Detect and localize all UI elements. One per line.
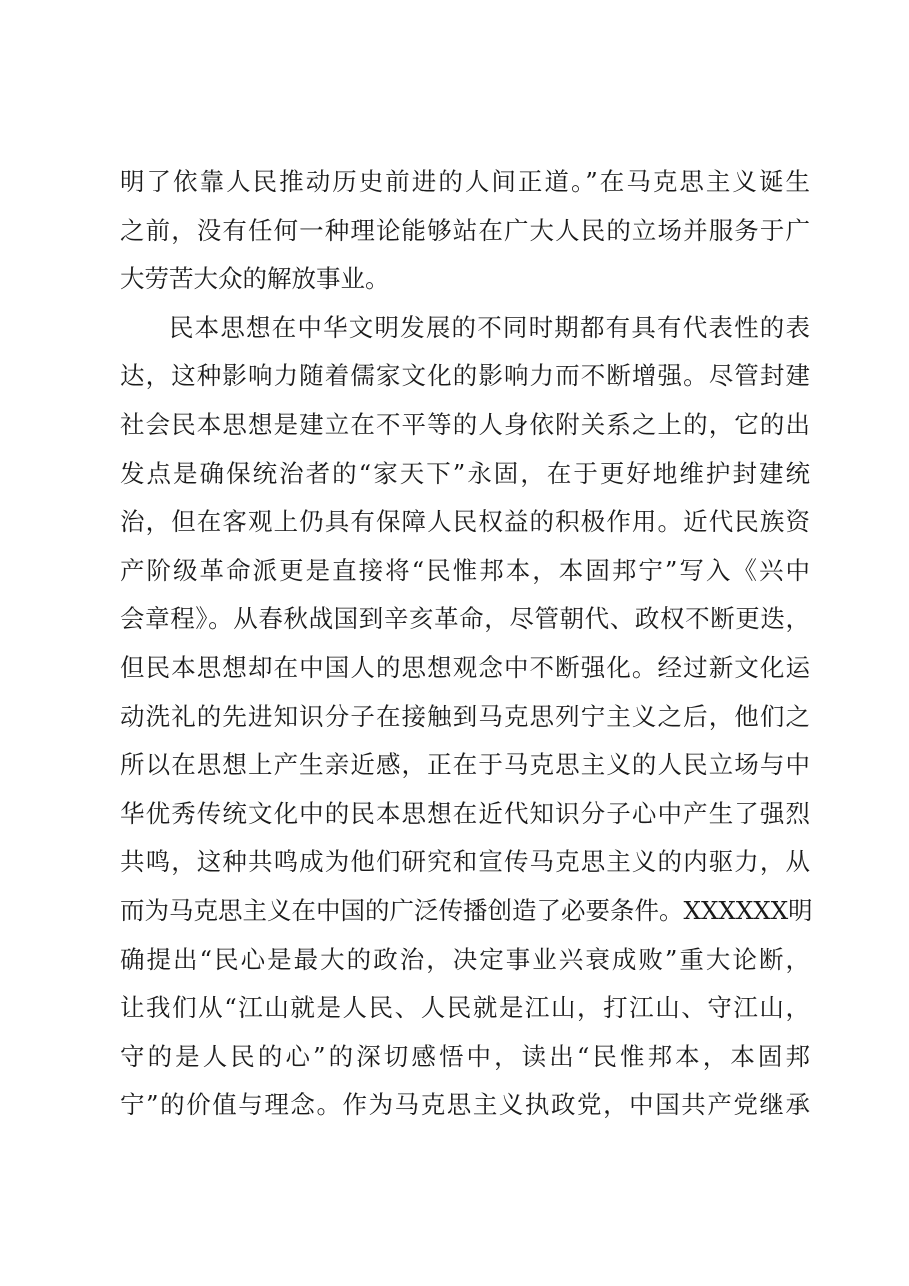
text-line: 会章程》。从春秋战国到辛亥革命，尽管朝代、政权不断更迭， <box>120 604 810 634</box>
text-line: 让我们从“江山就是人民、人民就是江山，打江山、守江山， <box>120 993 810 1023</box>
text-line: 达，这种影响力随着儒家文化的影响力而不断增强。尽管封建 <box>120 361 810 391</box>
text-line: 明了依靠人民推动历史前进的人间正道。”在马克思主义诞生 <box>120 167 810 196</box>
text-line: 而为马克思主义在中国的广泛传播创造了必要条件。XXXXXX明 <box>120 895 813 925</box>
text-line: 大劳苦大众的解放事业。 <box>120 264 390 294</box>
text-line: 宁”的价值与理念。作为马克思主义执政党，中国共产党继承 <box>120 1090 810 1120</box>
text-line: 共鸣，这种共鸣成为他们研究和宣传马克思主义的内驱力，从 <box>120 847 810 877</box>
text-line: 确提出“民心是最大的政治，决定事业兴衰成败”重大论断， <box>120 944 810 974</box>
text-line: 动洗礼的先进知识分子在接触到马克思列宁主义之后，他们之 <box>120 701 810 731</box>
text-line: 守的是人民的心”的深切感悟中，读出“民惟邦本，本固邦 <box>120 1041 810 1071</box>
text-line: 华优秀传统文化中的民本思想在近代知识分子心中产生了强烈 <box>120 798 810 828</box>
paragraph-first-line: 民本思想在中华文明发展的不同时期都有具有代表性的表 <box>169 312 810 342</box>
text-line: 社会民本思想是建立在不平等的人身依附关系之上的，它的出 <box>120 409 810 439</box>
text-line: 之前，没有任何一种理论能够站在广大人民的立场并服务于广 <box>120 215 810 245</box>
text-line: 所以在思想上产生亲近感，正在于马克思主义的人民立场与中 <box>120 750 810 780</box>
text-line: 产阶级革命派更是直接将“民惟邦本，本固邦宁”写入《兴中 <box>120 555 810 585</box>
body-text <box>120 158 813 1130</box>
text-line: 治，但在客观上仍具有保障人民权益的积极作用。近代民族资 <box>120 507 810 537</box>
text-line: 但民本思想却在中国人的思想观念中不断强化。经过新文化运 <box>120 652 810 682</box>
text-line: 发点是确保统治者的“家天下”永固，在于更好地维护封建统 <box>120 458 810 488</box>
